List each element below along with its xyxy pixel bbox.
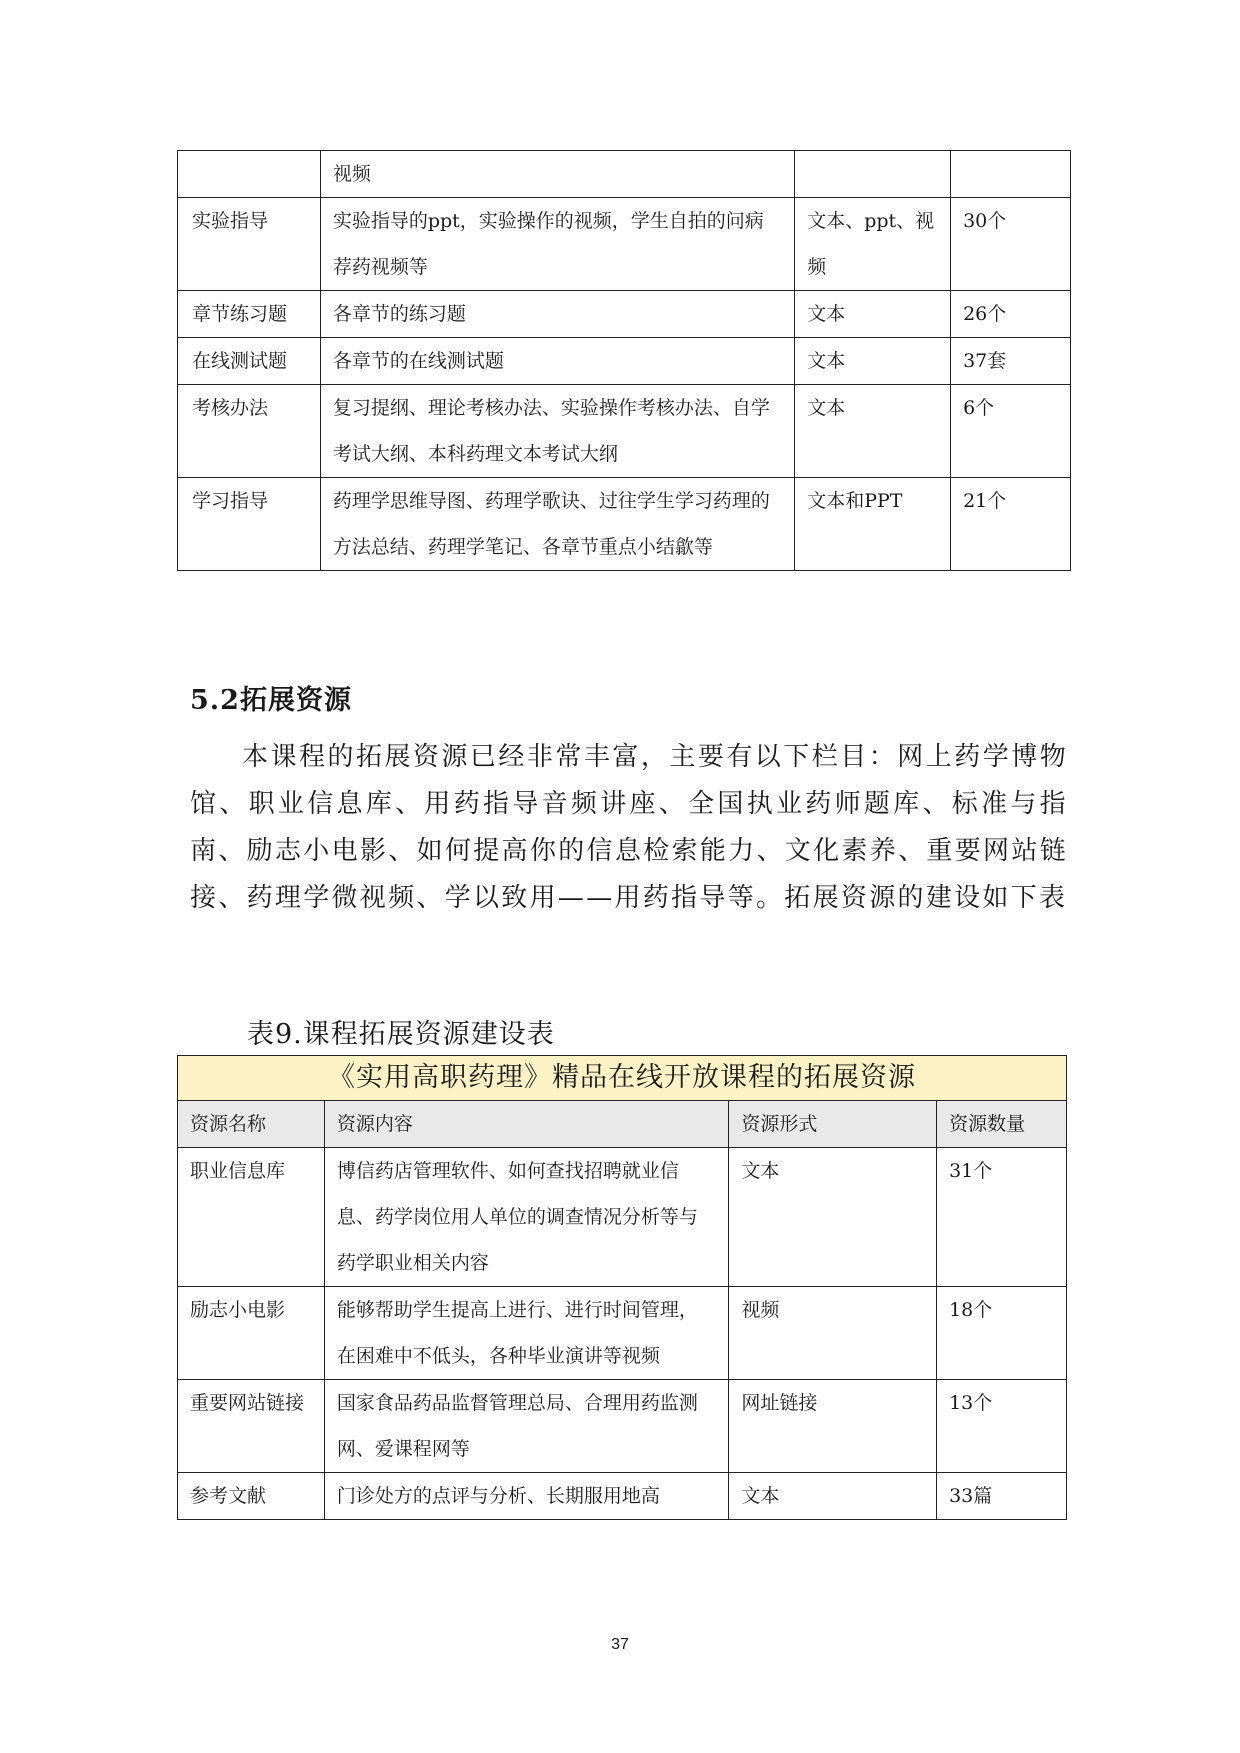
resource-content-cell: 能够帮助学生提高上进行、进行时间管理，在困难中不低头，各种毕业演讲等视频 — [324, 1287, 729, 1380]
resource-count-cell: 13个 — [937, 1380, 1067, 1473]
table-row — [178, 1380, 1067, 1473]
resource-content-cell: 国家食品药品监督管理总局、合理用药监测网、爱课程网等 — [324, 1380, 729, 1473]
resource-format-cell: 文本和PPT — [795, 478, 951, 571]
resource-format-cell: 文本、ppt、视频 — [795, 198, 951, 291]
table-header-row — [178, 1101, 1067, 1148]
table-row — [178, 151, 1071, 198]
resource-format-cell: 文本 — [795, 338, 951, 385]
resource-name-cell — [178, 151, 321, 198]
column-header: 资源数量 — [937, 1101, 1067, 1148]
resource-count-cell: 21个 — [951, 478, 1071, 571]
resource-name-cell: 重要网站链接 — [178, 1380, 325, 1473]
table-caption: 表9.课程拓展资源建设表 — [247, 1019, 555, 1050]
resource-content-cell: 各章节的在线测试题 — [320, 338, 794, 385]
resource-name-cell: 在线测试题 — [178, 338, 321, 385]
column-header: 资源形式 — [729, 1101, 937, 1148]
page-number: 37 — [611, 1636, 629, 1653]
resource-content-cell: 各章节的练习题 — [320, 291, 794, 338]
resource-content-cell: 门诊处方的点评与分析、长期服用地高 — [324, 1473, 729, 1520]
resource-count-cell — [951, 151, 1071, 198]
table-row — [178, 1287, 1067, 1380]
resource-count-cell: 33篇 — [937, 1473, 1067, 1520]
resource-format-cell: 文本 — [729, 1148, 937, 1287]
resource-content-cell: 实验指导的ppt，实验操作的视频，学生自拍的问病荐药视频等 — [320, 198, 794, 291]
extended-resources-table — [177, 1055, 1067, 1520]
resource-count-cell: 6个 — [951, 385, 1071, 478]
resource-content-cell: 复习提纲、理论考核办法、实验操作考核办法、自学考试大纲、本科药理文本考试大纲 — [320, 385, 794, 478]
resource-content-cell: 药理学思维导图、药理学歌诀、过往学生学习药理的方法总结、药理学笔记、各章节重点小结歙等 — [320, 478, 794, 571]
column-header: 资源名称 — [178, 1101, 325, 1148]
section-paragraph: 本课程的拓展资源已经非常丰富，主要有以下栏目：网上药学博物馆、职业信息库、用药指导音频讲座、全国执业药师题库、标准与指南、励志小电影、如何提高你的信息检索能力、文化素养、重要网站链接、药理学微视频、学以致用——用药指导等。拓展资源的建设如下表 — [190, 742, 1068, 913]
table-row — [178, 1148, 1067, 1287]
resource-format-cell — [795, 151, 951, 198]
resource-count-cell: 30个 — [951, 198, 1071, 291]
table-row — [178, 478, 1071, 571]
resource-count-cell: 18个 — [937, 1287, 1067, 1380]
section-heading: 5.2拓展资源 — [190, 685, 352, 716]
table-title: 《实用高职药理》精品在线开放课程的拓展资源 — [178, 1056, 1067, 1101]
column-header: 资源内容 — [324, 1101, 729, 1148]
table-row — [178, 338, 1071, 385]
resource-table-continued — [177, 150, 1071, 571]
resource-format-cell: 文本 — [729, 1473, 937, 1520]
resource-format-cell: 视频 — [729, 1287, 937, 1380]
table-row — [178, 291, 1071, 338]
resource-count-cell: 26个 — [951, 291, 1071, 338]
table-row — [178, 385, 1071, 478]
table-row — [178, 198, 1071, 291]
resource-format-cell: 文本 — [795, 291, 951, 338]
resource-format-cell: 文本 — [795, 385, 951, 478]
resource-count-cell: 31个 — [937, 1148, 1067, 1287]
resource-name-cell: 学习指导 — [178, 478, 321, 571]
resource-name-cell: 实验指导 — [178, 198, 321, 291]
resource-name-cell: 励志小电影 — [178, 1287, 325, 1380]
table-title-row — [178, 1056, 1067, 1101]
resource-format-cell: 网址链接 — [729, 1380, 937, 1473]
resource-count-cell: 37套 — [951, 338, 1071, 385]
resource-content-cell: 视频 — [320, 151, 794, 198]
resource-content-cell: 博信药店管理软件、如何查找招聘就业信息、药学岗位用人单位的调查情况分析等与药学职业相关内容 — [324, 1148, 729, 1287]
table-row — [178, 1473, 1067, 1520]
resource-name-cell: 章节练习题 — [178, 291, 321, 338]
resource-name-cell: 考核办法 — [178, 385, 321, 478]
resource-name-cell: 参考文献 — [178, 1473, 325, 1520]
resource-name-cell: 职业信息库 — [178, 1148, 325, 1287]
